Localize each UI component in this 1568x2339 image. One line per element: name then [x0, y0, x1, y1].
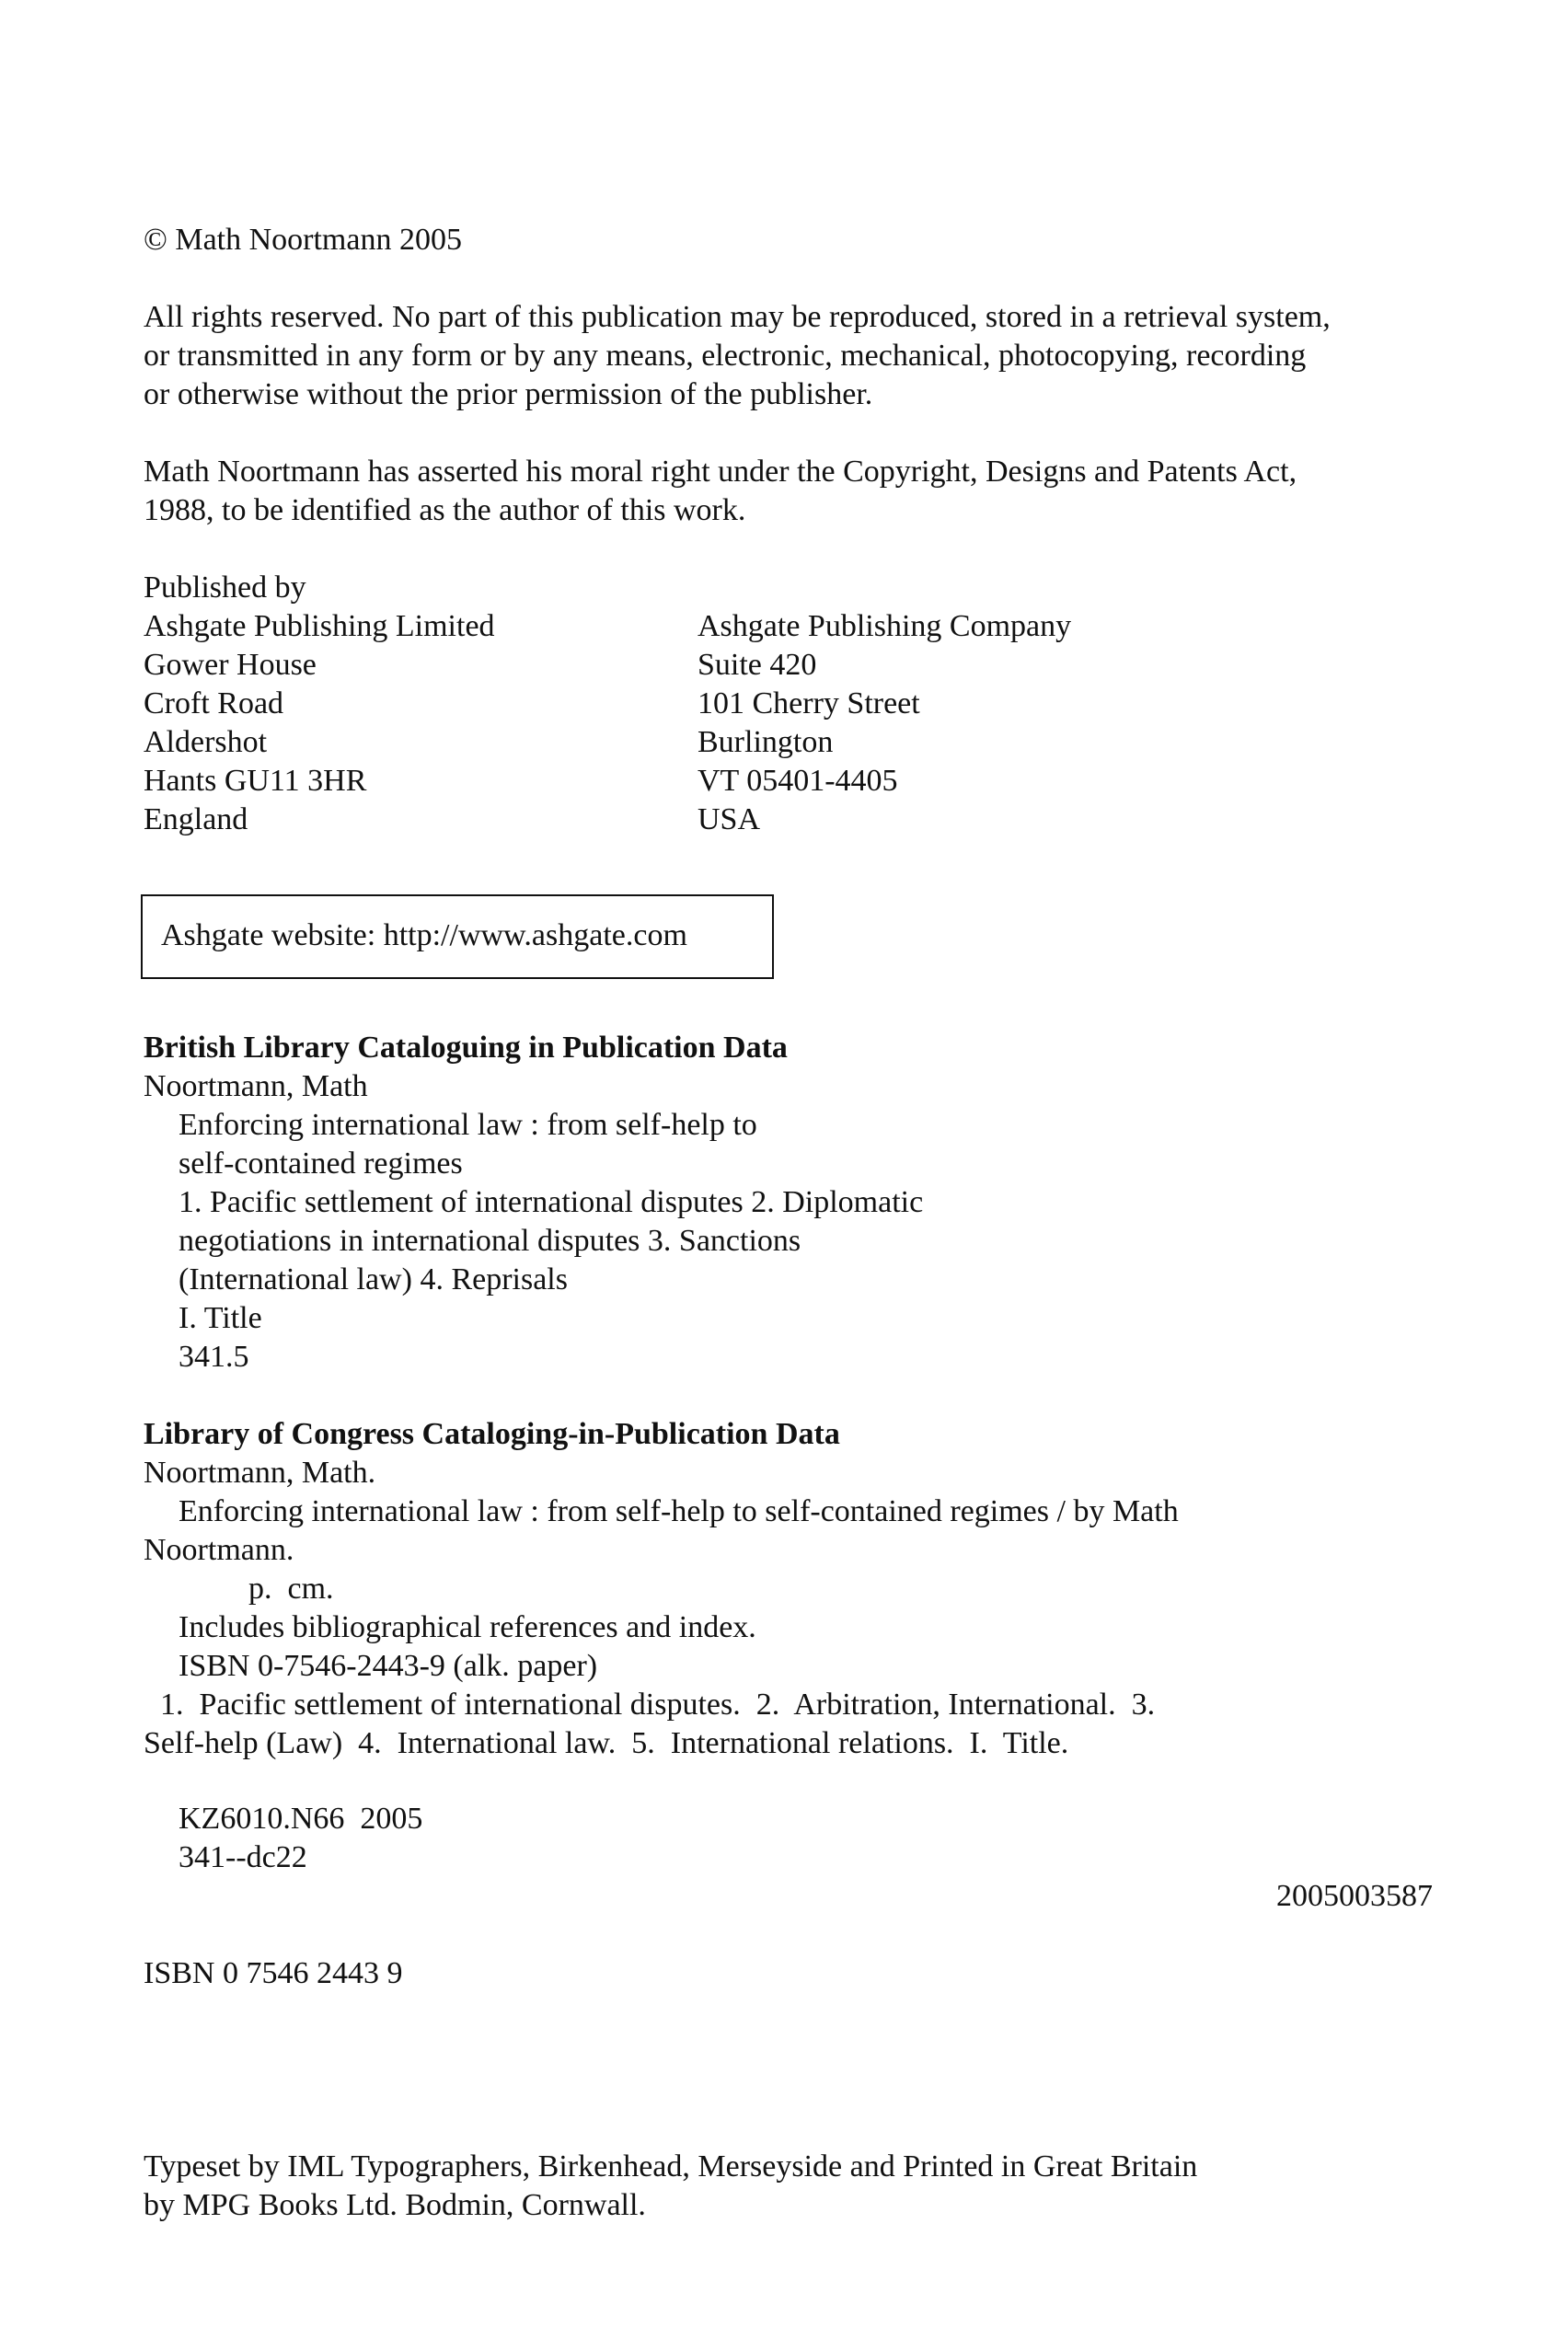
publisher-us-line: USA [698, 802, 761, 836]
copyright-notice [144, 221, 1432, 259]
british-library-cip [144, 1029, 1432, 1377]
rights-line-1: All rights reserved. No part of this publication may be reproduced, stored in a retrieval system, [144, 300, 1331, 334]
bl-cip-line: self-contained regimes [179, 1146, 463, 1181]
published-by-label [144, 569, 1432, 607]
moral-right-paragraph [144, 453, 1432, 530]
loc-classification [144, 1800, 1432, 1877]
loc-cip-classification: KZ6010.N66 2005 [179, 1802, 423, 1836]
loc-cip-biblio: Includes bibliographical references and index. [179, 1610, 756, 1644]
bl-cip-line: (International law) 4. Reprisals [179, 1262, 568, 1296]
loc-cip-subjects-1: 1. Pacific settlement of international disputes. 2. Arbitration, International. 3. [160, 1688, 1156, 1722]
moral-right-line-2: 1988, to be identified as the author of this work. [144, 493, 746, 527]
bl-cip-line: Enforcing international law : from self-help to [179, 1108, 757, 1142]
rights-line-2: or transmitted in any form or by any means, electronic, mechanical, photocopying, recording [144, 339, 1307, 373]
typeset-note [144, 2148, 1432, 2225]
bl-cip-line: negotiations in international disputes 3. Sanctions [179, 1224, 801, 1258]
publisher-uk-line: England [144, 802, 248, 836]
publisher-uk-address [144, 607, 495, 839]
loc-cip-title-cont: Noortmann. [144, 1533, 294, 1567]
rights-line-3: or otherwise without the prior permission of the publisher. [144, 377, 873, 411]
bl-cip-heading: British Library Cataloguing in Publication Data [144, 1031, 788, 1065]
rights-paragraph [144, 298, 1432, 414]
publisher-uk-line: Aldershot [144, 725, 268, 759]
loc-cip-author: Noortmann, Math. [144, 1456, 376, 1490]
publisher-us-line: Ashgate Publishing Company [698, 609, 1072, 643]
publisher-us-line: VT 05401-4405 [698, 764, 898, 798]
publisher-addresses [144, 607, 1432, 847]
moral-right-line-1: Math Noortmann has asserted his moral right under the Copyright, Designs and Patents Act, [144, 455, 1297, 489]
loc-cip-title: Enforcing international law : from self-help to self-contained regimes / by Math [179, 1494, 1179, 1528]
bl-cip-line: 1. Pacific settlement of international disputes 2. Diplomatic [179, 1185, 924, 1219]
isbn-line: ISBN 0 7546 2443 9 [144, 1956, 403, 1990]
publisher-us-line: Burlington [698, 725, 834, 759]
publisher-us-line: 101 Cherry Street [698, 686, 920, 720]
typeset-line-1: Typeset by IML Typographers, Birkenhead, Merseyside and Printed in Great Britain [144, 2149, 1198, 2183]
typeset-line-2: by MPG Books Ltd. Bodmin, Cornwall. [144, 2188, 646, 2222]
website-text: Ashgate website: http://www.ashgate.com [161, 918, 687, 952]
website-box [141, 894, 774, 979]
bl-cip-author: Noortmann, Math [144, 1069, 368, 1103]
publisher-uk-line: Hants GU11 3HR [144, 764, 367, 798]
loc-cip-subjects-2: Self-help (Law) 4. International law. 5. International relations. I. Title. [144, 1726, 1069, 1760]
publisher-us-address [698, 607, 1071, 839]
bl-cip-line: I. Title [179, 1301, 262, 1335]
library-of-congress-cip [144, 1415, 1432, 1763]
publisher-uk-line: Croft Road [144, 686, 284, 720]
loc-cip-heading: Library of Congress Cataloging-in-Publication Data [144, 1417, 840, 1451]
isbn-final [144, 1954, 1432, 1993]
bl-cip-line: 341.5 [179, 1340, 249, 1374]
publisher-us-line: Suite 420 [698, 648, 817, 682]
copyright-line: © Math Noortmann 2005 [144, 223, 462, 257]
published-by: Published by [144, 570, 306, 605]
loc-cip-lccn: 2005003587 [1276, 1879, 1433, 1913]
publisher-uk-line: Gower House [144, 648, 317, 682]
publisher-uk-line: Ashgate Publishing Limited [144, 609, 495, 643]
loc-cip-dewey: 341--dc22 [179, 1840, 307, 1874]
loc-cip-isbn: ISBN 0-7546-2443-9 (alk. paper) [179, 1649, 598, 1683]
loc-cip-pages: p. cm. [248, 1572, 334, 1606]
